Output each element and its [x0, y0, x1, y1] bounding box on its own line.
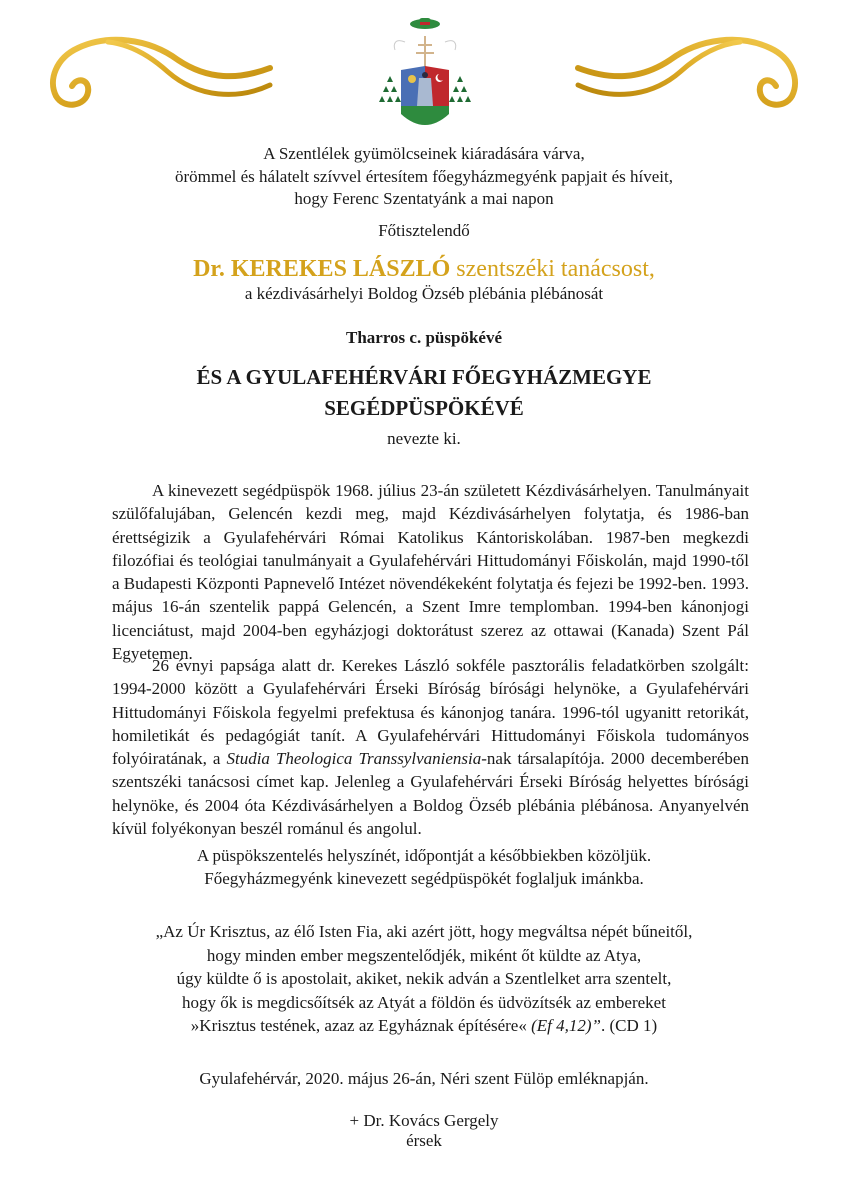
honorific: Főtisztelendő [378, 221, 470, 240]
quote-line-1: „Az Úr Krisztus, az élő Isten Fia, aki azért jött, hogy megváltsa népét bűneitől, [155, 922, 693, 941]
council-quote [0, 920, 848, 1038]
signatory-role: érsek [406, 1131, 442, 1150]
bio-p2-text-after: -nak társalapítója. 2000 decemberében szentszéki tanácsosi címet kap. Jelenleg a Gyulafehérvári Érseki Bíróság helyettes bírósági helynöke, és 2004 óta Kézdivásárhelyen a Boldog Özséb plébánia plébánosa. Anyanyelvén kívül folyékonyan beszél románul és angolul. [112, 749, 749, 839]
quote-line-4: hogy ők is megdicsőítsék az Atyát a földön és üdvözítsék az embereket [182, 992, 666, 1012]
intro-line-2: örömmel és hálatelt szívvel értesítem főegyházmegyénk papjait és híveit, [174, 166, 674, 186]
quote-line-2: hogy minden ember megszentelődjék, miként őt küldte az Atya, [206, 945, 642, 965]
biography-paragraph-2 [112, 654, 749, 840]
intro-line-1: A Szentlélek gyümölcseinek kiáradására várva, [263, 144, 585, 163]
dateline: Gyulafehérvár, 2020. május 26-án, Néri szent Fülöp emléknapján. [199, 1069, 649, 1088]
appointee-parish: a kézdivásárhelyi Boldog Özséb plébánia plébánosát [244, 284, 604, 303]
intro-text [0, 143, 848, 211]
intro-line-3: hogy Ferenc Szentatyánk a mai napon [294, 189, 554, 208]
letterhead [0, 0, 848, 135]
bio-p2-text-before: 26 évnyi papsága alatt dr. Kerekes László sokféle pasztorális feladatkörben szolgált: 1994-2000 között a Gyulafehérvári Érseki Bíróság bírósági helynöke, a Gyulafehérvári Hittudományi Főiskola fegyelmi prefektusa és kánonjog tanára. 1996-tól ugyanitt retorikát, homiletikát és pedagógiát tanít. A Gyulafehérvári Hittudományi Főiskola tudományos folyóiratának, a [112, 656, 749, 769]
quote-line-5-start: »Krisztus testének, azaz az Egyháznak építésére« [190, 1016, 532, 1035]
appointment-heading-line-2: SEGÉDPÜSPÖKÉVÉ [324, 396, 524, 420]
appointment-verb: nevezte ki. [387, 429, 461, 448]
quote-line-5 [0, 1014, 848, 1038]
closing-text [0, 844, 848, 890]
quote-citation: (Ef 4,12)” [531, 1016, 601, 1035]
appointee-name: Dr. KEREKES LÁSZLÓ [193, 256, 451, 282]
appointment-heading [0, 362, 848, 424]
appointee-title: szentszéki tanácsost, [450, 256, 655, 282]
appointment-heading-line-1: ÉS A GYULAFEHÉRVÁRI FŐEGYHÁZMEGYE [196, 365, 652, 389]
closing-line-2: Főegyházmegyénk kinevezett segédpüspökét foglaljuk imánkba. [204, 869, 644, 888]
titular-see: Tharros c. püspökévé [345, 328, 502, 347]
gold-swirl-ornament-left-icon [38, 30, 278, 120]
biography-paragraph-1: A kinevezett segédpüspök 1968. július 23-án született Kézdivásárhelyen. Tanulmányait szülőfalujában, Gelencén kezdi meg, majd Kézdivásárhelyen folytatja, és 1986-ban érettségizik a Gyulafehérvári Római Katolikus Kántoriskolában. 1987-ben megkezdi filozófiai és teológiai tanulmányait a Gyulafehérvári Hittudományi Főiskolán, majd 1990-től a Budapesti Központi Papnevelő Intézet növendékeként folytatja és fejezi be 1992-ben. 1993. május 16-án szentelik pappá Gelencén, a Szent Imre templomban. 1994-ben kánonjogi licenciátust, majd 2004-ben egyházjogi doktorátust szerez az ottawai (Kanada) Szent Pál Egyetemen. [112, 481, 749, 664]
signatory-name: + Dr. Kovács Gergely [349, 1111, 499, 1130]
appointee-name-line [0, 255, 848, 283]
gold-swirl-ornament-right-icon [570, 30, 810, 120]
closing-line-1: A püspökszentelés helyszínét, időpontját a későbbiekben közöljük. [196, 846, 652, 865]
coat-of-arms-icon [375, 14, 475, 132]
journal-title: Studia Theologica Transsylvaniensia [226, 749, 482, 769]
quote-line-5-end: . (CD 1) [601, 1016, 658, 1035]
signature-block [0, 1111, 848, 1151]
quote-line-3: úgy küldte ő is apostolait, akiket, nekik adván a Szentlelket arra szentelt, [176, 969, 672, 988]
